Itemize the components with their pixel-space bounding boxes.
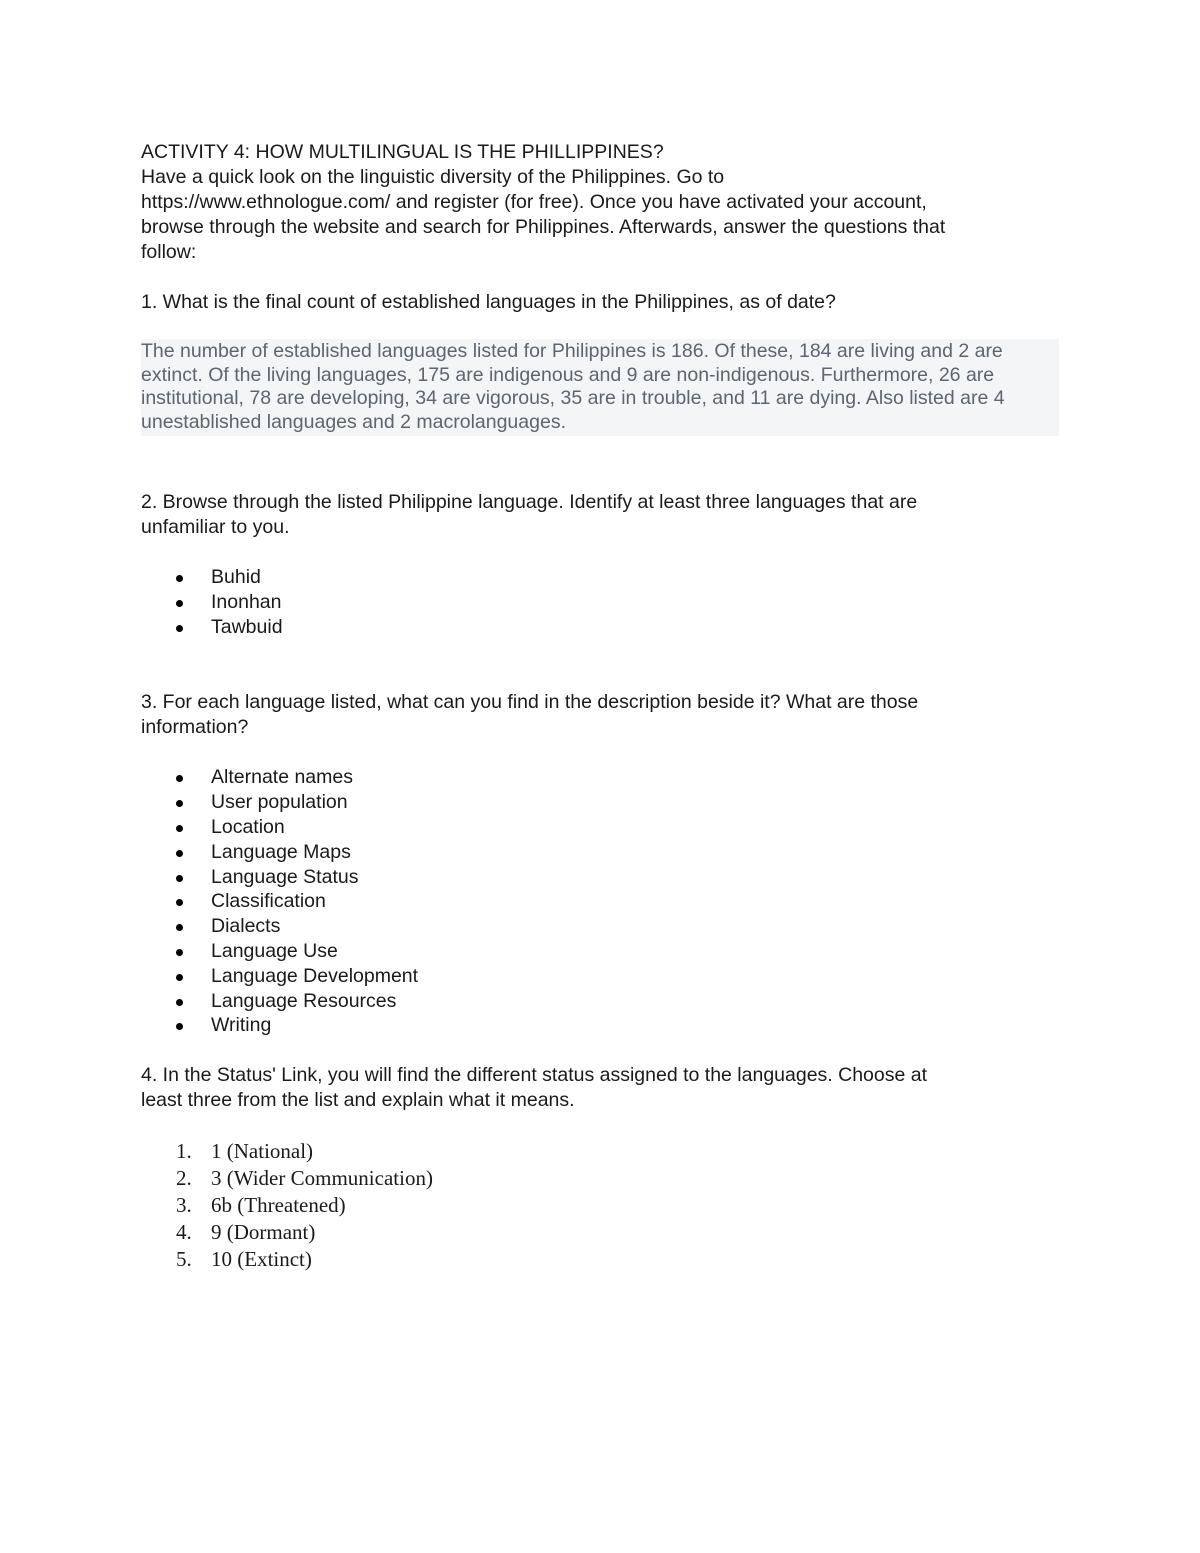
list-item [141,939,1061,964]
list-item [141,1165,1061,1192]
list-item-number: 4. [176,1220,192,1245]
list-item [141,1192,1061,1219]
bullet-icon [176,899,183,906]
list-item-label: 10 (Extinct) [211,1247,312,1272]
list-item-label: Language Development [211,964,419,987]
list-item-number: 5. [176,1247,192,1272]
intro-line: Have a quick look on the linguistic diversity of the Philippines. Go to [141,166,725,188]
list-item [141,1138,1061,1165]
list-item-label: Buhid [211,566,261,588]
bullet-icon [176,850,183,857]
bullet-icon [176,1023,183,1030]
list-item-number: 3. [176,1193,192,1218]
list-item [141,790,1061,815]
bullet-icon [176,999,183,1006]
list-item-label: Tawbuid [211,615,283,638]
intro-paragraph [141,165,1061,265]
bullet-icon [176,825,183,832]
list-item [141,615,1061,640]
bullet-icon [176,924,183,931]
unfamiliar-languages-list [141,565,1061,639]
answer-line: The number of established languages listed for Philippines is 186. Of these, 184 are living and 2 are [141,340,1003,362]
question-2 [141,490,1061,540]
list-item-label: Dialects [211,915,281,938]
list-item-label: Inonhan [211,590,282,613]
list-item-number: 2. [176,1166,192,1191]
answer-line: unestablished languages and 2 macrolanguages. [141,410,566,433]
list-item-label: Writing [211,1014,272,1037]
bullet-icon [176,625,183,632]
list-item [141,914,1061,939]
list-item-label: 6b (Threatened) [211,1193,346,1218]
question-line: information? [141,716,249,739]
intro-line: follow: [141,241,197,263]
list-item [141,590,1061,615]
question-line: 3. For each language listed, what can you find in the description beside it? What are those [141,691,919,714]
bullet-icon [176,800,183,807]
list-item [141,1013,1061,1038]
description-fields-list [141,765,1061,1038]
bullet-icon [176,575,183,582]
bullet-icon [176,600,183,607]
question-line: 4. In the Status' Link, you will find the different status assigned to the languages. Choose at [141,1064,928,1087]
bullet-icon [176,974,183,981]
list-item [141,765,1061,790]
list-item [141,964,1061,989]
bullet-icon [176,949,183,956]
document-body [141,140,1061,1273]
question-line: unfamiliar to you. [141,516,290,538]
list-item-label: Alternate names [211,766,353,789]
question-line: least three from the list and explain what it means. [141,1089,575,1112]
question-line: 2. Browse through the listed Philippine language. Identify at least three languages that are [141,491,918,513]
list-item-label: 9 (Dormant) [211,1220,316,1245]
list-item [141,889,1061,914]
list-item [141,1219,1061,1246]
question-1-answer [141,339,1059,436]
list-item-number: 1. [176,1139,192,1164]
list-item-label: Language Use [211,939,338,962]
list-item-label: Language Maps [211,840,351,863]
list-item-label: User population [211,791,348,814]
status-list [141,1138,1061,1273]
intro-line: https://www.ethnologue.com/ and register (for free). Once you have activated your account, [141,191,927,213]
list-item-label: 3 (Wider Communication) [211,1166,433,1191]
list-item [141,1246,1061,1273]
list-item-label: Language Status [211,865,359,888]
list-item-label: Classification [211,890,326,913]
question-1: 1. What is the final count of established languages in the Philippines, as of date? [141,291,836,313]
bullet-icon [176,775,183,782]
document-title: ACTIVITY 4: HOW MULTILINGUAL IS THE PHILLIPPINES? [141,141,664,163]
list-item [141,865,1061,890]
list-item [141,840,1061,865]
question-3 [141,690,1061,740]
list-item-label: 1 (National) [211,1139,314,1164]
list-item [141,815,1061,840]
answer-line: institutional, 78 are developing, 34 are vigorous, 35 are in trouble, and 11 are dying. Also listed are 4 [141,387,1005,409]
list-item-label: Language Resources [211,989,397,1012]
answer-line: extinct. Of the living languages, 175 are indigenous and 9 are non-indigenous. Furthermore, 26 are [141,363,995,386]
list-item [141,989,1061,1014]
bullet-icon [176,875,183,882]
list-item [141,565,1061,590]
list-item-label: Location [211,815,285,838]
intro-line: browse through the website and search for Philippines. Afterwards, answer the questions that [141,216,946,238]
question-4 [141,1063,1061,1113]
